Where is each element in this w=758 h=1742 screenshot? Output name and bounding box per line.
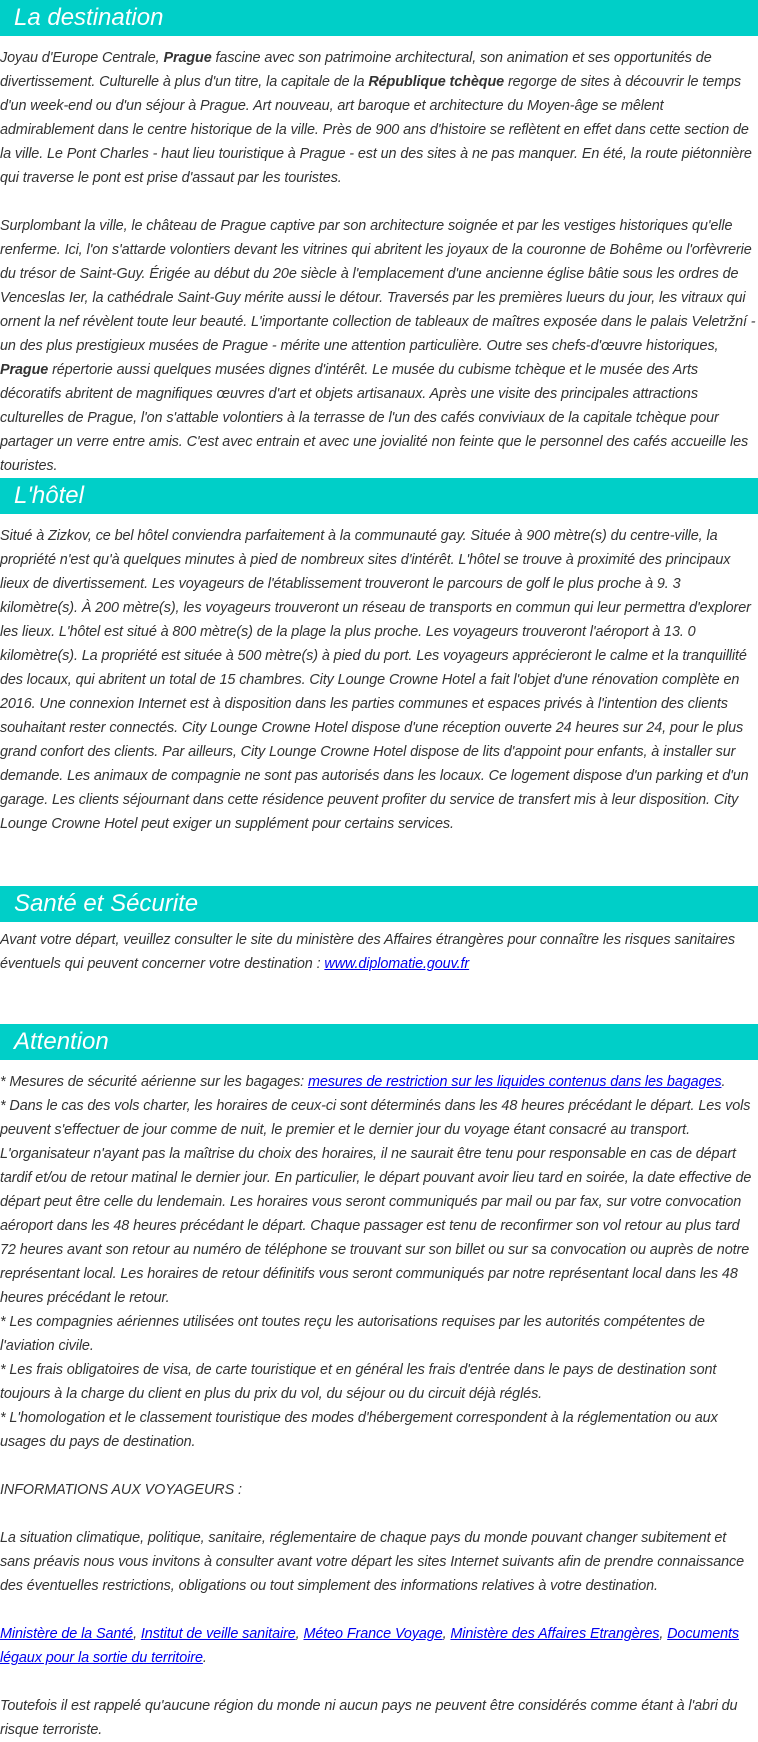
bold-republique: République tchèque: [368, 74, 505, 90]
info-title: INFORMATIONS AUX VOYAGEURS :: [0, 1482, 242, 1498]
destination-paragraph-2: [0, 214, 758, 478]
text-span: Surplombant la ville, le château de Prague captive par son architecture soignée et par les vestiges historiques qu'elle renferme. Ici, l'on s'attarde volontiers devant les vitrines qui abritent les joyaux de la couronne de Bohême ou l'orfèvrerie du trésor de Saint-Guy. Érigée au début du 20e siècle à l'emplacement d'une ancienne église bâtie sous les ordres de Venceslas Ier, la cathédrale Saint-Guy mérite aussi le détour. Traversés par les premières lueurs du jour, les vitraux qui ornent la nef révèlent toute leur beauté. L'importante collection de tableaux de maîtres exposée dans le palais Veletržní - un des plus prestigieux musées de Prague - mérite une attention particulière. Outre ses chefs-d'œuvre historiques,: [0, 218, 756, 354]
info-links: [0, 1622, 758, 1670]
section-title-sante: Santé et Sécurite: [0, 886, 758, 922]
section-title-destination: La destination: [0, 0, 758, 36]
link-institut-veille[interactable]: Institut de veille sanitaire: [140, 1626, 296, 1642]
separator: ,: [295, 1626, 304, 1642]
attention-item-4: * Les frais obligatoires de visa, de carte touristique et en général les frais d'entrée dans le pays de destination sont toujours à la charge du client en plus du prix du vol, du séjour ou du circuit déjà réglés.: [0, 1362, 717, 1402]
separator: ,: [133, 1626, 141, 1642]
separator: ,: [442, 1626, 451, 1642]
bold-prague: Prague: [163, 50, 212, 66]
text-span: * Mesures de sécurité aérienne sur les bagages:: [0, 1074, 308, 1090]
attention-item-1: [0, 1070, 758, 1094]
text-span: fascine avec son patrimoine architectural, son animation et ses opportunités de divertissement. Culturelle à plus d'un titre, la capitale de la: [0, 50, 712, 90]
attention-item-5: * L'homologation et le classement touristique des modes d'hébergement correspondent à la réglementation ou aux usages du pays de destination.: [0, 1410, 718, 1450]
section-title-attention: Attention: [0, 1024, 758, 1060]
diplomatie-link[interactable]: www.diplomatie.gouv.fr: [324, 956, 470, 972]
info-text: La situation climatique, politique, sanitaire, réglementaire de chaque pays du monde pouvant changer subitement et sans préavis nous vous invitons à consulter avant votre départ les sites Internet suivants afin de prendre connaissance des éventuelles restrictions, obligations ou tout simplement des informations relatives à votre destination.: [0, 1530, 745, 1594]
liquides-link[interactable]: mesures de restriction sur les liquides contenus dans les bagages: [307, 1074, 722, 1090]
text-span: regorge de sites à découvrir le temps d'un week-end ou d'un séjour à Prague. Art nouveau, art baroque et architecture du Moyen-âge se mêlent admirablement dans le centre historique de la ville. Près de 900 ans d'histoire se reflètent en effet dans cette section de la ville. Le Pont Charles - haut lieu touristique à Prague - est un des sites à ne pas manquer. En été, la route piétonnière qui traverse le pont est prise d'assaut par les touristes.: [0, 74, 752, 186]
text-span: répertorie aussi quelques musées dignes d'intérêt. Le musée du cubisme tchèque et le musée des Arts décoratifs abritent de magnifiques œuvres d'art et objets artisanaux. Après une visite des principales attractions culturelles de Prague, l'on s'attable volontiers à la terrasse de l'un des cafés conviviaux de la capitale tchèque pour partager un verre entre amis. C'est avec entrain et avec une jovialité non feinte que le personnel des cafés accueille les touristes.: [0, 362, 749, 474]
text-span: Joyau d'Europe Centrale,: [0, 50, 164, 66]
link-affaires-etrangeres[interactable]: Ministère des Affaires Etrangères: [450, 1626, 660, 1642]
destination-paragraph-1: [0, 46, 758, 190]
link-meteo-france[interactable]: Méteo France Voyage: [303, 1626, 443, 1642]
terror-note: Toutefois il est rappelé qu'aucune région du monde ni aucun pays ne peuvent être considérés comme étant à l'abri du risque terroriste.: [0, 1698, 738, 1738]
hotel-description: Situé à Zizkov, ce bel hôtel conviendra parfaitement à la communauté gay. Située à 900 mètre(s) du centre-ville, la propriété n'est qu'à quelques minutes à pied de nombreux sites d'intérêt. L'hôtel se trouve à proximité des principaux lieux de divertissement. Les voyageurs de l'établissement trouveront le parcours de golf le plus proche à 9. 3 kilomètre(s). À 200 mètre(s), les voyageurs trouveront un réseau de transports en commun qui leur permettra d'explorer les lieux. L'hôtel est situé à 800 mètre(s) de la plage la plus proche. Les voyageurs trouveront l'aéroport à 13. 0 kilomètre(s). La propriété est située à 500 mètre(s) à pied du port. Les voyageurs apprécieront le calme et la tranquillité des locaux, qui abritent un total de 15 chambres. City Lounge Crowne Hotel a fait l'objet d'une rénovation complète en 2016. Une connexion Internet est à disposition dans les parties communes et espaces privés à l'intention des clients souhaitant rester connectés. City Lounge Crowne Hotel dispose d'une réception ouverte 24 heures sur 24, pour le plus grand confort des clients. Par ailleurs, City Lounge Crowne Hotel dispose de lits d'appoint pour enfants, à installer sur demande. Les animaux de compagnie ne sont pas autorisés dans les locaux. Ce logement dispose d'un parking et d'un garage. Les clients séjournant dans cette résidence peuvent profiter du service de transfert mis à leur disposition. City Lounge Crowne Hotel peut exiger un supplément pour certains services.: [0, 528, 751, 832]
section-title-hotel: L'hôtel: [0, 478, 758, 514]
link-ministere-sante[interactable]: Ministère de la Santé: [0, 1626, 134, 1642]
bold-prague: Prague: [0, 362, 49, 378]
text-span: .: [202, 1650, 207, 1666]
attention-item-2: * Dans le cas des vols charter, les horaires de ceux-ci sont déterminés dans les 48 heures précédant le départ. Les vols peuvent s'effectuer de jour comme de nuit, le premier et le dernier jour du voyage étant consacré au transport. L'organisateur n'ayant pas la maîtrise du choix des horaires, il ne saurait être tenu pour responsable en cas de départ tardif et/ou de retour matinal le dernier jour. En particulier, le départ pouvant avoir lieu tard en soirée, la date effective de départ peut être celle du lendemain. Les horaires vous seront communiqués par mail ou par fax, sur votre convocation aéroport dans les 48 heures précédant le départ. Chaque passager est tenu de reconfirmer son vol retour au plus tard 72 heures avant son retour au numéro de téléphone se trouvant sur son billet ou sur sa convocation ou auprès de notre représentant local. Les horaires de retour définitifs vous seront communiqués par notre représentant local dans les 48 heures précédant le retour.: [0, 1098, 752, 1306]
attention-item-3: * Les compagnies aériennes utilisées ont toutes reçu les autorisations requises par les autorités compétentes de l'aviation civile.: [0, 1314, 705, 1354]
link-documents-legaux[interactable]: Documents légaux pour la sortie du territoire: [0, 1626, 740, 1666]
sante-text: [0, 928, 758, 976]
text-span: .: [721, 1074, 726, 1090]
separator: ,: [659, 1626, 668, 1642]
text-span: Avant votre départ, veuillez consulter le site du ministère des Affaires étrangères pour connaître les risques sanitaires éventuels qui peuvent concerner votre destination :: [0, 932, 735, 972]
